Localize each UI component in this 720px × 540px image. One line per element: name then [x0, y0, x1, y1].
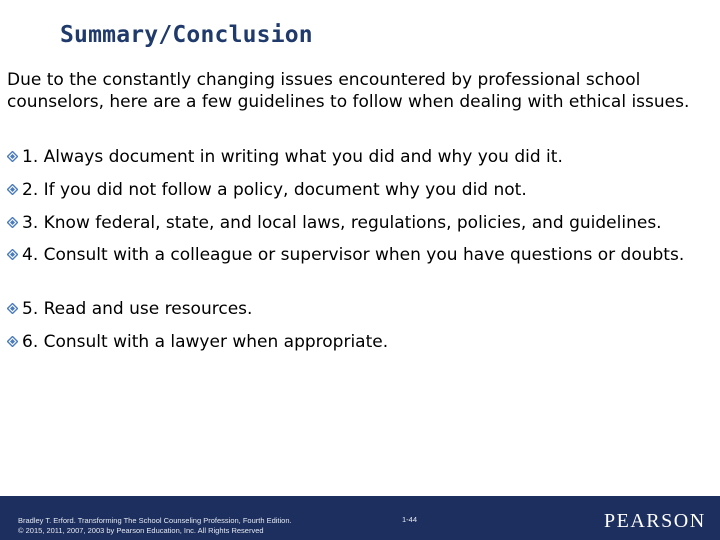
guideline-text: 2. If you did not follow a policy, document why you did not. [22, 180, 527, 200]
intro-paragraph: Due to the constantly changing issues encountered by professional school counselors, here are a few guidelines to follow when dealing with ethical issues. [7, 70, 690, 112]
slide-title: Summary/Conclusion [60, 22, 313, 48]
page-number: 1-44 [402, 515, 418, 524]
diamond-bullet-icon [7, 179, 22, 201]
diamond-bullet-icon [7, 298, 22, 320]
guideline-item [7, 298, 712, 320]
guideline-item [7, 146, 712, 168]
copyright-line: © 2015, 2011, 2007, 2003 by Pearson Education, Inc. All Rights Reserved [18, 526, 264, 535]
guideline-item [7, 179, 712, 201]
guideline-item [7, 212, 712, 234]
citation-line: Bradley T. Erford. Transforming The School Counseling Profession, Fourth Edition. [18, 516, 292, 525]
footer-bar [0, 496, 720, 540]
guideline-text: 5. Read and use resources. [22, 299, 253, 319]
pearson-logo: PEARSON [604, 510, 706, 532]
diamond-bullet-icon [7, 212, 22, 234]
guideline-text: 4. Consult with a colleague or supervisor when you have questions or doubts. [22, 245, 685, 265]
guideline-item [7, 331, 712, 353]
footer-citation [18, 516, 292, 536]
diamond-bullet-icon [7, 331, 22, 353]
diamond-bullet-icon [7, 244, 22, 266]
guideline-item [7, 244, 712, 266]
guideline-text: 6. Consult with a lawyer when appropriate. [22, 332, 389, 352]
diamond-bullet-icon [7, 146, 22, 168]
guideline-text: 3. Know federal, state, and local laws, regulations, policies, and guidelines. [22, 213, 662, 233]
guideline-text: 1. Always document in writing what you did and why you did it. [22, 147, 563, 167]
